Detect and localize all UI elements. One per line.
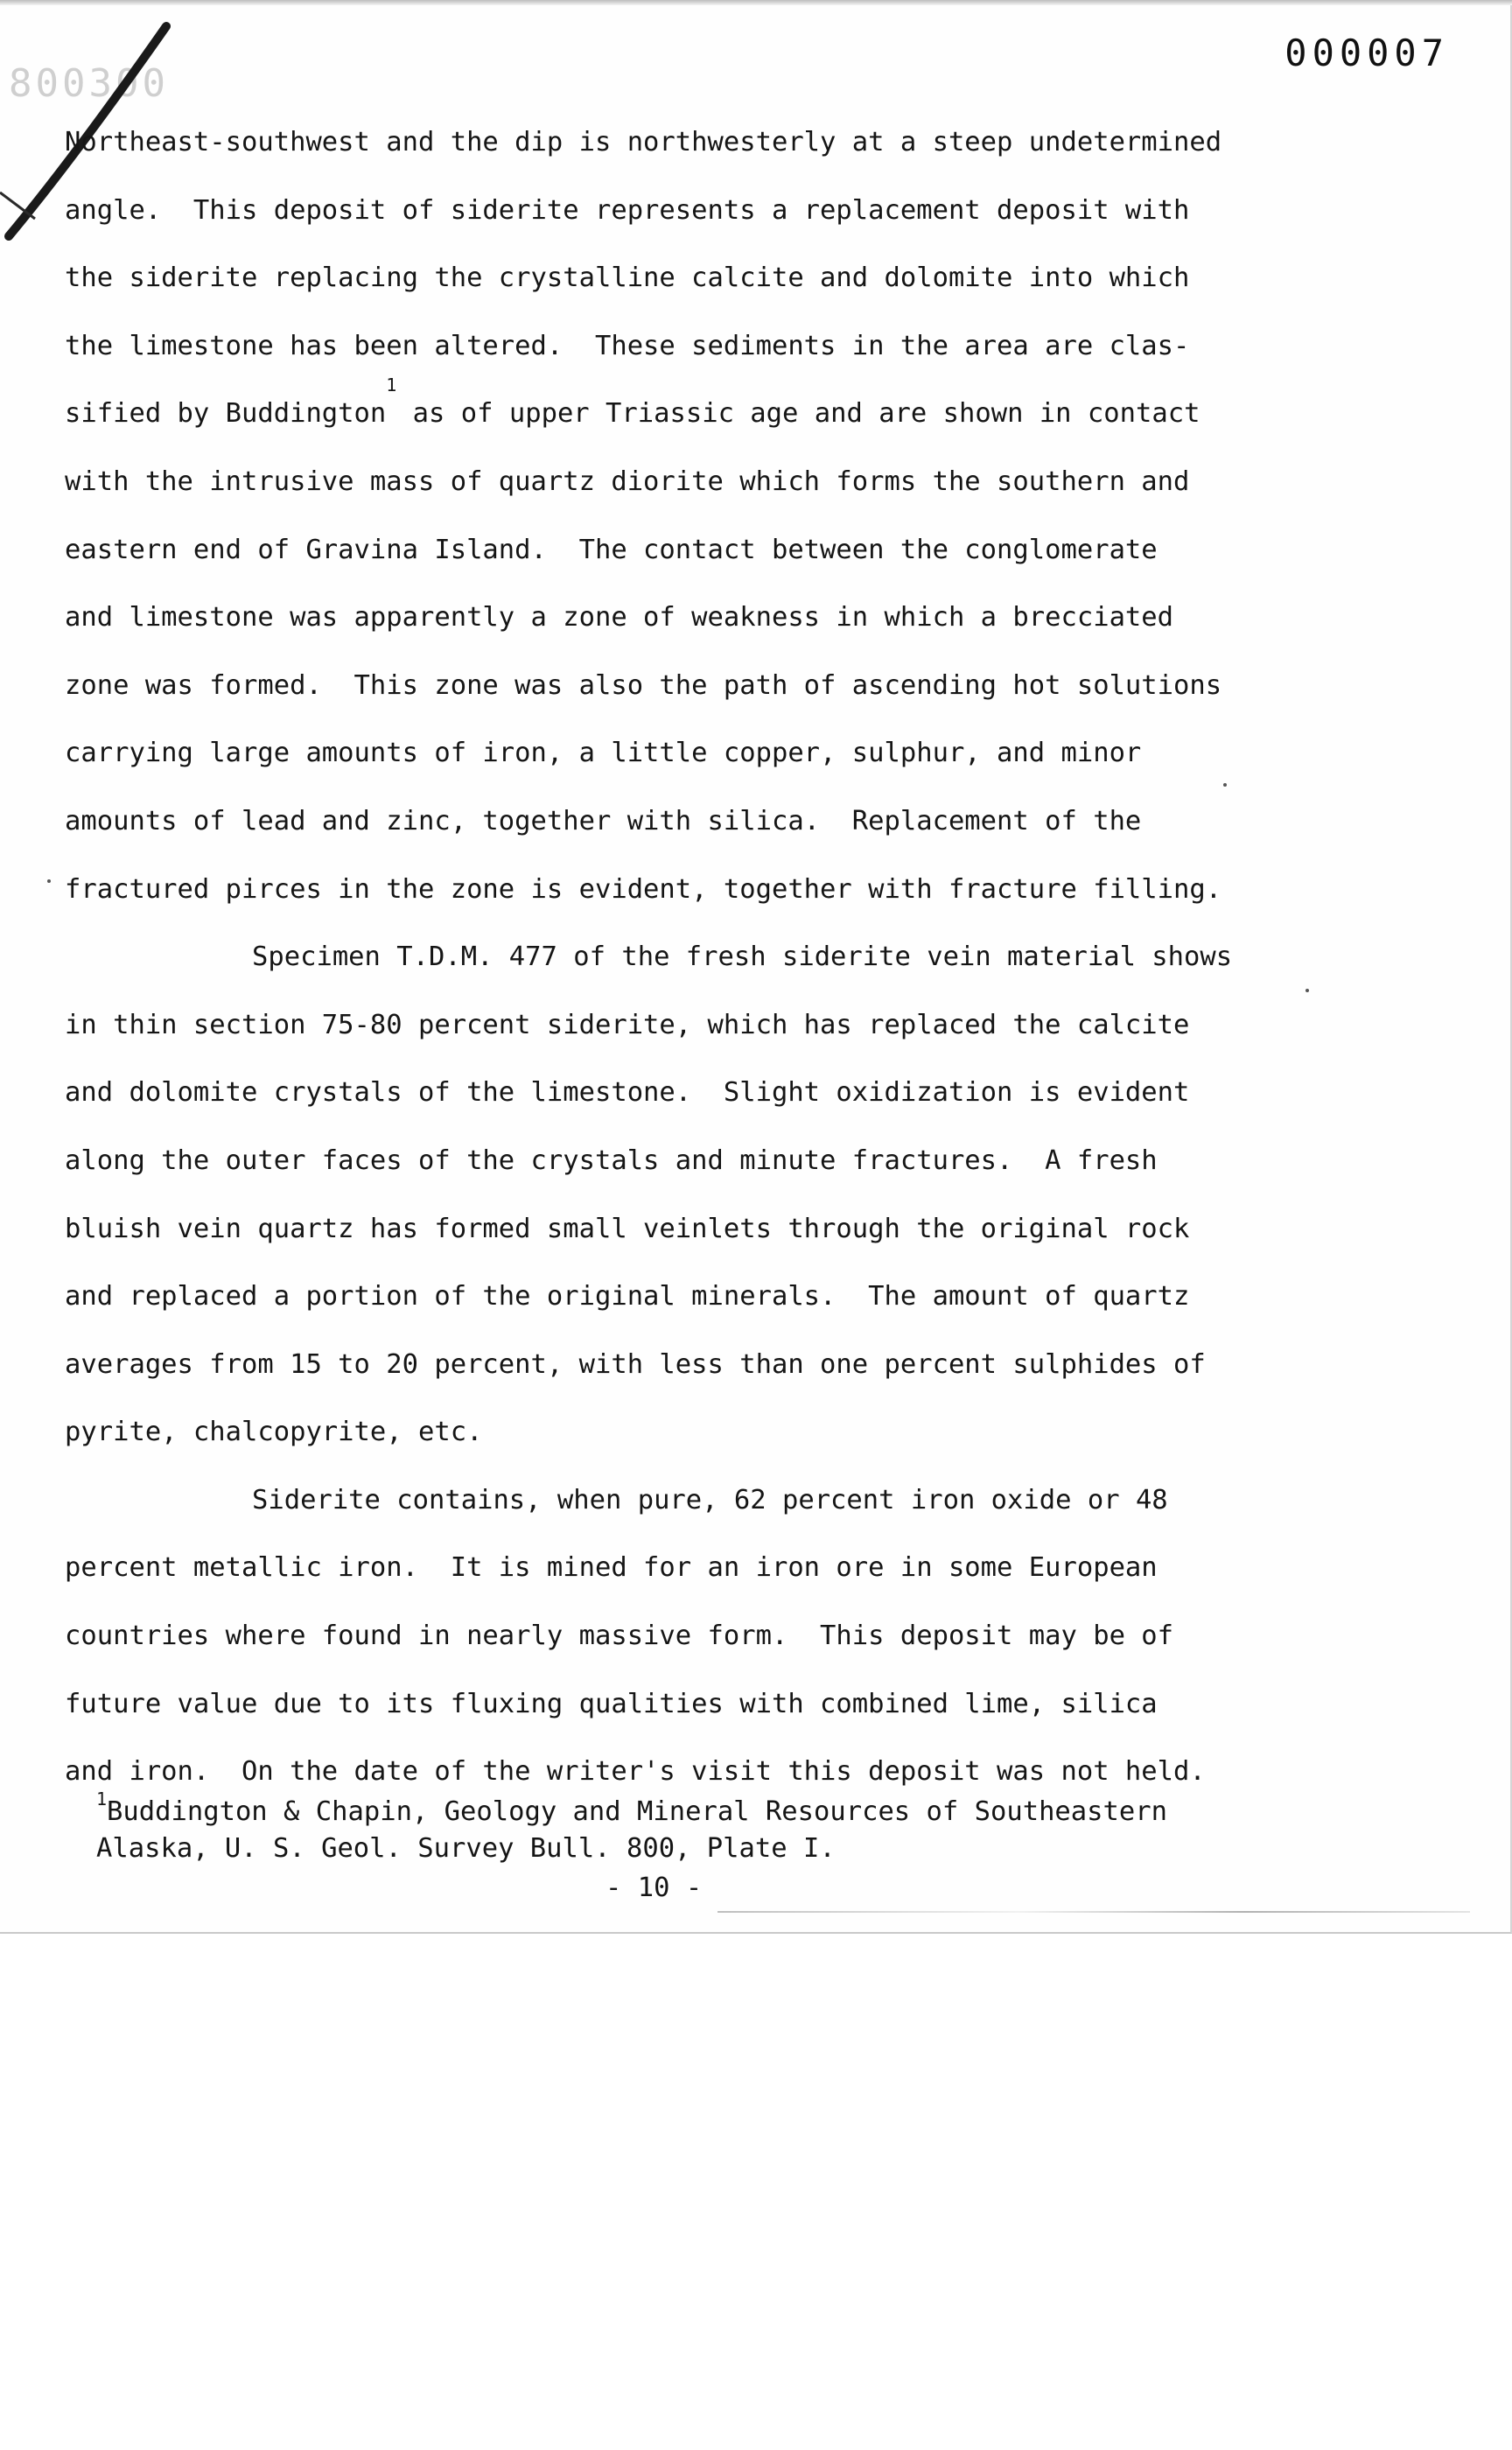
text-line: and replaced a portion of the original minerals. The amount of quartz xyxy=(65,1281,1190,1312)
text-line: eastern end of Gravina Island. The contact between the conglomerate xyxy=(65,534,1158,565)
body-text xyxy=(65,108,1325,1806)
text-line: countries where found in nearly massive form. This deposit may be of xyxy=(65,1620,1174,1652)
footnote xyxy=(96,1788,1321,1867)
ink-speck xyxy=(1306,989,1309,992)
ink-speck xyxy=(47,879,51,883)
text-line: angle. This deposit of siderite represents a replacement deposit with xyxy=(65,194,1190,226)
text-line: and limestone was apparently a zone of weakness in which a brecciated xyxy=(65,602,1174,634)
page-number: - 10 - xyxy=(606,1872,703,1903)
text-line: pyrite, chalcopyrite, etc. xyxy=(65,1417,483,1448)
text-line: and dolomite crystals of the limestone. Slight oxidization is evident xyxy=(65,1077,1190,1109)
document-page-code: 000007 xyxy=(1284,32,1449,74)
text-line: fractured pirces in the zone is evident, together with fracture filling. xyxy=(65,873,1222,905)
text-line: in thin section 75-80 percent siderite, which has replaced the calcite xyxy=(65,1009,1190,1040)
text-line: the siderite replacing the crystalline calcite and dolomite into which xyxy=(65,262,1190,294)
ink-speck xyxy=(1223,783,1227,787)
footnote-marker: 1 xyxy=(96,1788,108,1810)
text-fragment: as of upper Triassic age and are shown in contact xyxy=(396,398,1200,430)
faint-stamp-number: 800300 xyxy=(9,61,169,106)
text-line: Northeast-southwest and the dip is northwesterly at a steep undetermined xyxy=(65,127,1222,158)
footnote-text: Buddington & Chapin, Geology and Mineral Resources of Southeastern xyxy=(107,1796,1167,1827)
footnote-line: Alaska, U. S. Geol. Survey Bull. 800, Plate I. xyxy=(96,1833,836,1864)
text-line: amounts of lead and zinc, together with silica. Replacement of the xyxy=(65,805,1142,836)
footnote-reference: 1 xyxy=(386,374,397,396)
text-line: percent metallic iron. It is mined for an iron ore in some European xyxy=(65,1552,1158,1584)
text-line: along the outer faces of the crystals and minute fractures. A fresh xyxy=(65,1144,1158,1176)
text-line-with-footnote xyxy=(65,374,1325,448)
text-line: carrying large amounts of iron, a little copper, sulphur, and minor xyxy=(65,738,1142,769)
text-line: averages from 15 to 20 percent, with less than one percent sulphides of xyxy=(65,1348,1206,1380)
text-line: bluish vein quartz has formed small veinlets through the original rock xyxy=(65,1213,1190,1244)
text-line: future value due to its fluxing qualities with combined lime, silica xyxy=(65,1688,1158,1719)
text-line: with the intrusive mass of quartz diorite which forms the southern and xyxy=(65,466,1190,497)
footer-rule xyxy=(718,1911,1470,1913)
text-line: and iron. On the date of the writer's visit this deposit was not held. xyxy=(65,1756,1206,1788)
text-line-indented: Specimen T.D.M. 477 of the fresh siderite vein material shows xyxy=(252,942,1233,973)
text-fragment: sified by Buddington xyxy=(65,398,387,430)
text-line: the limestone has been altered. These sediments in the area are clas- xyxy=(65,330,1190,361)
text-line-indented: Siderite contains, when pure, 62 percent iron oxide or 48 xyxy=(252,1484,1168,1516)
footnote-line xyxy=(96,1788,1321,1830)
text-line: zone was formed. This zone was also the path of ascending hot solutions xyxy=(65,669,1222,701)
